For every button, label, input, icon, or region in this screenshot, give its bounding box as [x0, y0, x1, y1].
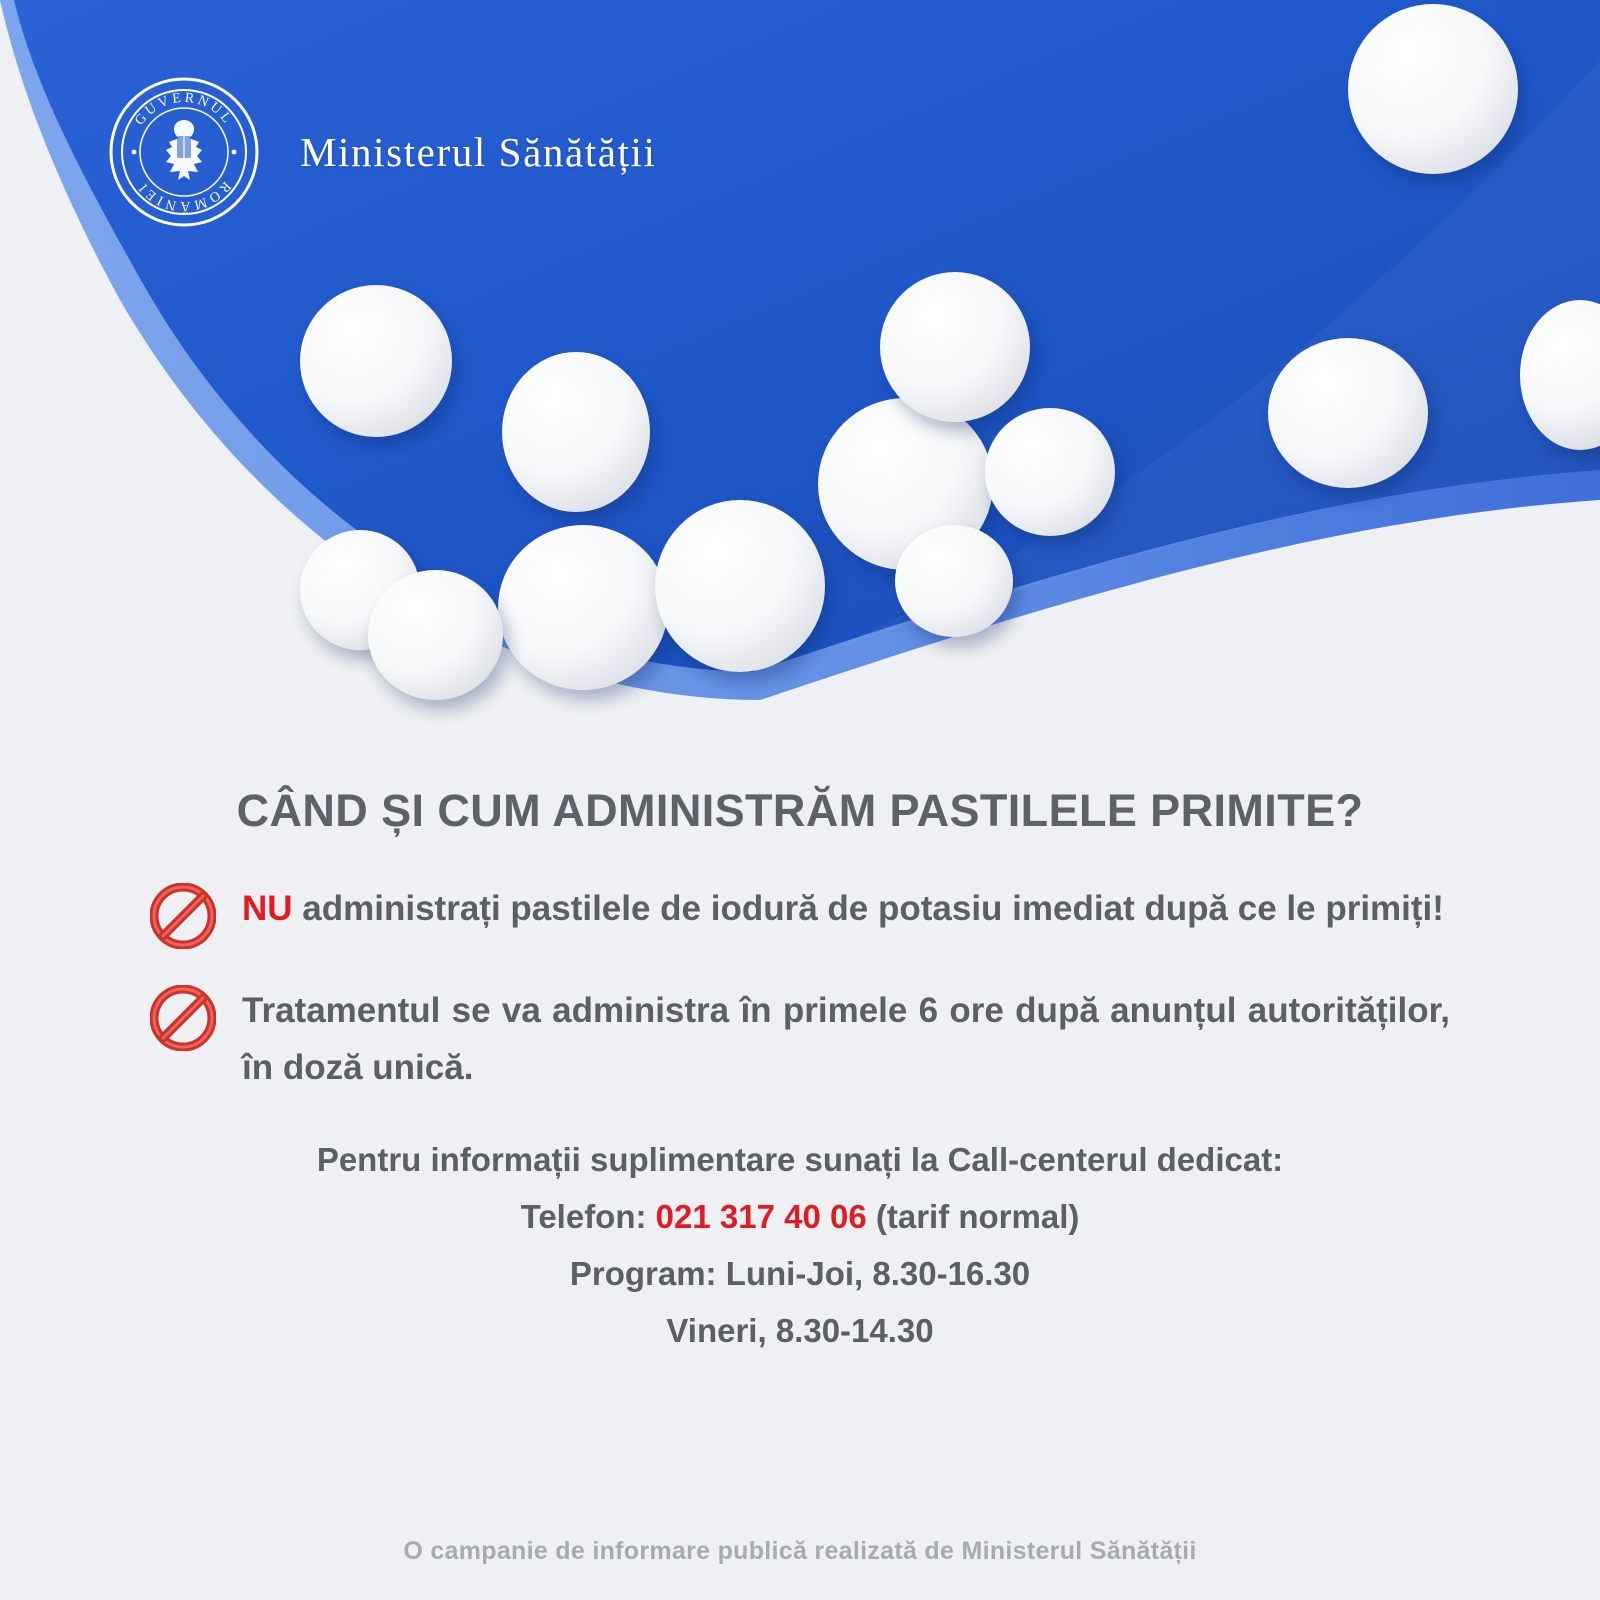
list-item [150, 881, 1450, 949]
phone-label: Telefon: [520, 1198, 656, 1236]
phone-tariff: (tarif normal) [866, 1198, 1080, 1236]
footer-note: O campanie de informare publică realizată de Ministerul Sănătății [403, 1537, 1197, 1565]
pill-decoration [1268, 338, 1428, 488]
contact-block [90, 1132, 1510, 1359]
contact-phone-line [90, 1189, 1510, 1246]
svg-text:ROMÂNIEI: ROMÂNIEI [134, 178, 234, 214]
list-item-text [242, 983, 1450, 1096]
pill-decoration [655, 500, 825, 672]
bullet-list [150, 881, 1450, 1096]
logo-row [108, 76, 657, 228]
svg-text:GUVERNUL: GUVERNUL [132, 90, 236, 129]
pill-decoration [985, 408, 1115, 536]
list-item-body: Tratamentul se va administra în primele 6 ore după anunțul autorităților, în doză unică. [242, 991, 1450, 1087]
pill-decoration [368, 570, 503, 700]
pill-decoration [880, 272, 1030, 422]
contact-intro: Pentru informații suplimentare sunați la Call-centerul dedicat: [316, 1141, 1284, 1179]
pill-decoration [502, 352, 650, 512]
romanian-government-seal-icon [108, 76, 260, 228]
phone-number[interactable]: 021 317 40 06 [655, 1198, 867, 1236]
content-area [0, 735, 1600, 1359]
page-title: CÂND ȘI CUM ADMINISTRĂM PASTILELE PRIMITE? [236, 785, 1364, 836]
schedule-friday: Vineri, 8.30-14.30 [666, 1311, 934, 1349]
hero-banner [0, 0, 1600, 730]
pill-decoration [895, 525, 1013, 637]
list-item [150, 983, 1450, 1096]
prohibition-icon [150, 883, 216, 949]
pill-decoration [1348, 4, 1518, 174]
emphasis-no: NU [242, 889, 293, 928]
list-item-body: administrați pastilele de iodură de potasiu imediat după ce le primiți! [292, 889, 1444, 928]
schedule-weekdays: Program: Luni-Joi, 8.30-16.30 [569, 1254, 1031, 1292]
pill-decoration [300, 285, 452, 437]
prohibition-icon [150, 985, 216, 1051]
ministry-name: Ministerul Sănătății [300, 129, 657, 175]
list-item-text [242, 881, 1444, 938]
pill-decoration [498, 525, 668, 690]
